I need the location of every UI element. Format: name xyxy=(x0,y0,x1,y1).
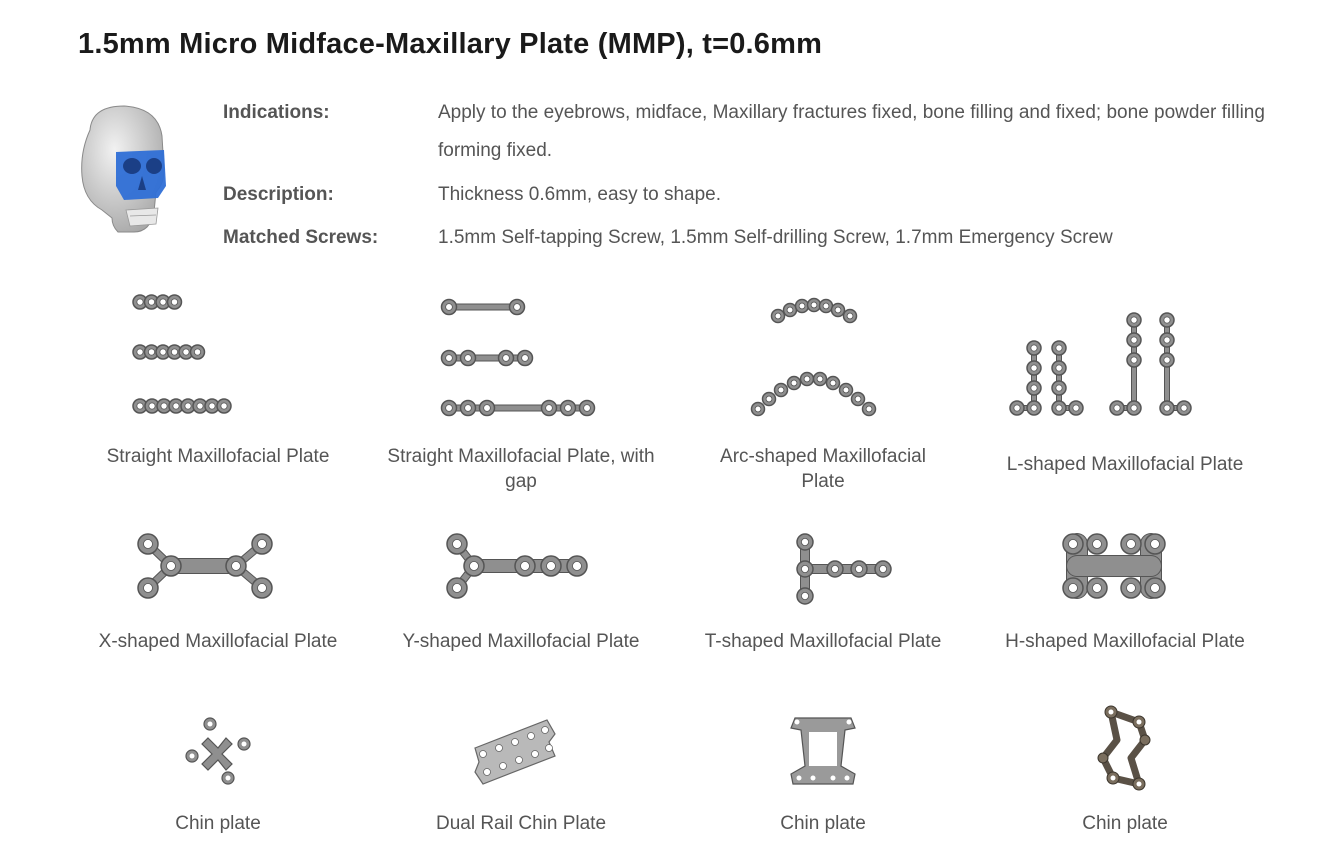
product-caption: Chin plate xyxy=(1082,813,1168,834)
product-image-chin-plate-2 xyxy=(673,708,973,798)
product-caption: Chin plate xyxy=(175,813,261,834)
product-caption: X-shaped Maxillofacial Plate xyxy=(98,631,338,652)
indications-label: Indications: xyxy=(223,102,330,123)
indications-value: Apply to the eyebrows, midface, Maxillary fractures fixed, bone filling and fixed; bone powder filling forming fixed. xyxy=(438,102,1265,161)
product-image-straight-gap-plate xyxy=(371,285,671,425)
description-value: Thickness 0.6mm, easy to shape. xyxy=(438,184,722,205)
product-image-t-plate xyxy=(673,522,973,612)
product-caption: Straight Maxillofacial Plate xyxy=(106,446,330,467)
product-caption: Straight Maxillofacial Plate, with gap xyxy=(387,446,655,492)
product-image-arc-plate xyxy=(673,285,973,425)
matched-screws-value: 1.5mm Self-tapping Screw, 1.5mm Self-drilling Screw, 1.7mm Emergency Screw xyxy=(438,227,1113,248)
page-title: 1.5mm Micro Midface-Maxillary Plate (MMP), t=0.6mm xyxy=(78,28,823,60)
product-caption: L-shaped Maxillofacial Plate xyxy=(1006,454,1244,475)
product-image-x-plate xyxy=(68,522,368,612)
product-image-chin-plate-1 xyxy=(68,708,368,798)
matched-screws-label: Matched Screws: xyxy=(223,227,379,248)
product-caption: T-shaped Maxillofacial Plate xyxy=(704,631,942,652)
skull-image xyxy=(72,100,172,240)
product-caption: H-shaped Maxillofacial Plate xyxy=(1005,631,1245,652)
product-image-dual-rail-chin-plate xyxy=(371,708,671,798)
product-caption: Chin plate xyxy=(780,813,866,834)
product-caption: Dual Rail Chin Plate xyxy=(435,813,607,834)
product-image-straight-plate xyxy=(68,285,368,425)
product-caption: Arc-shaped Maxillofacial Plate xyxy=(720,446,926,492)
product-image-chin-plate-3 xyxy=(975,700,1275,800)
product-image-l-plate xyxy=(975,300,1275,430)
product-image-y-plate xyxy=(371,522,671,612)
product-image-h-plate xyxy=(975,522,1275,612)
product-caption: Y-shaped Maxillofacial Plate xyxy=(402,631,640,652)
description-label: Description: xyxy=(223,184,334,205)
